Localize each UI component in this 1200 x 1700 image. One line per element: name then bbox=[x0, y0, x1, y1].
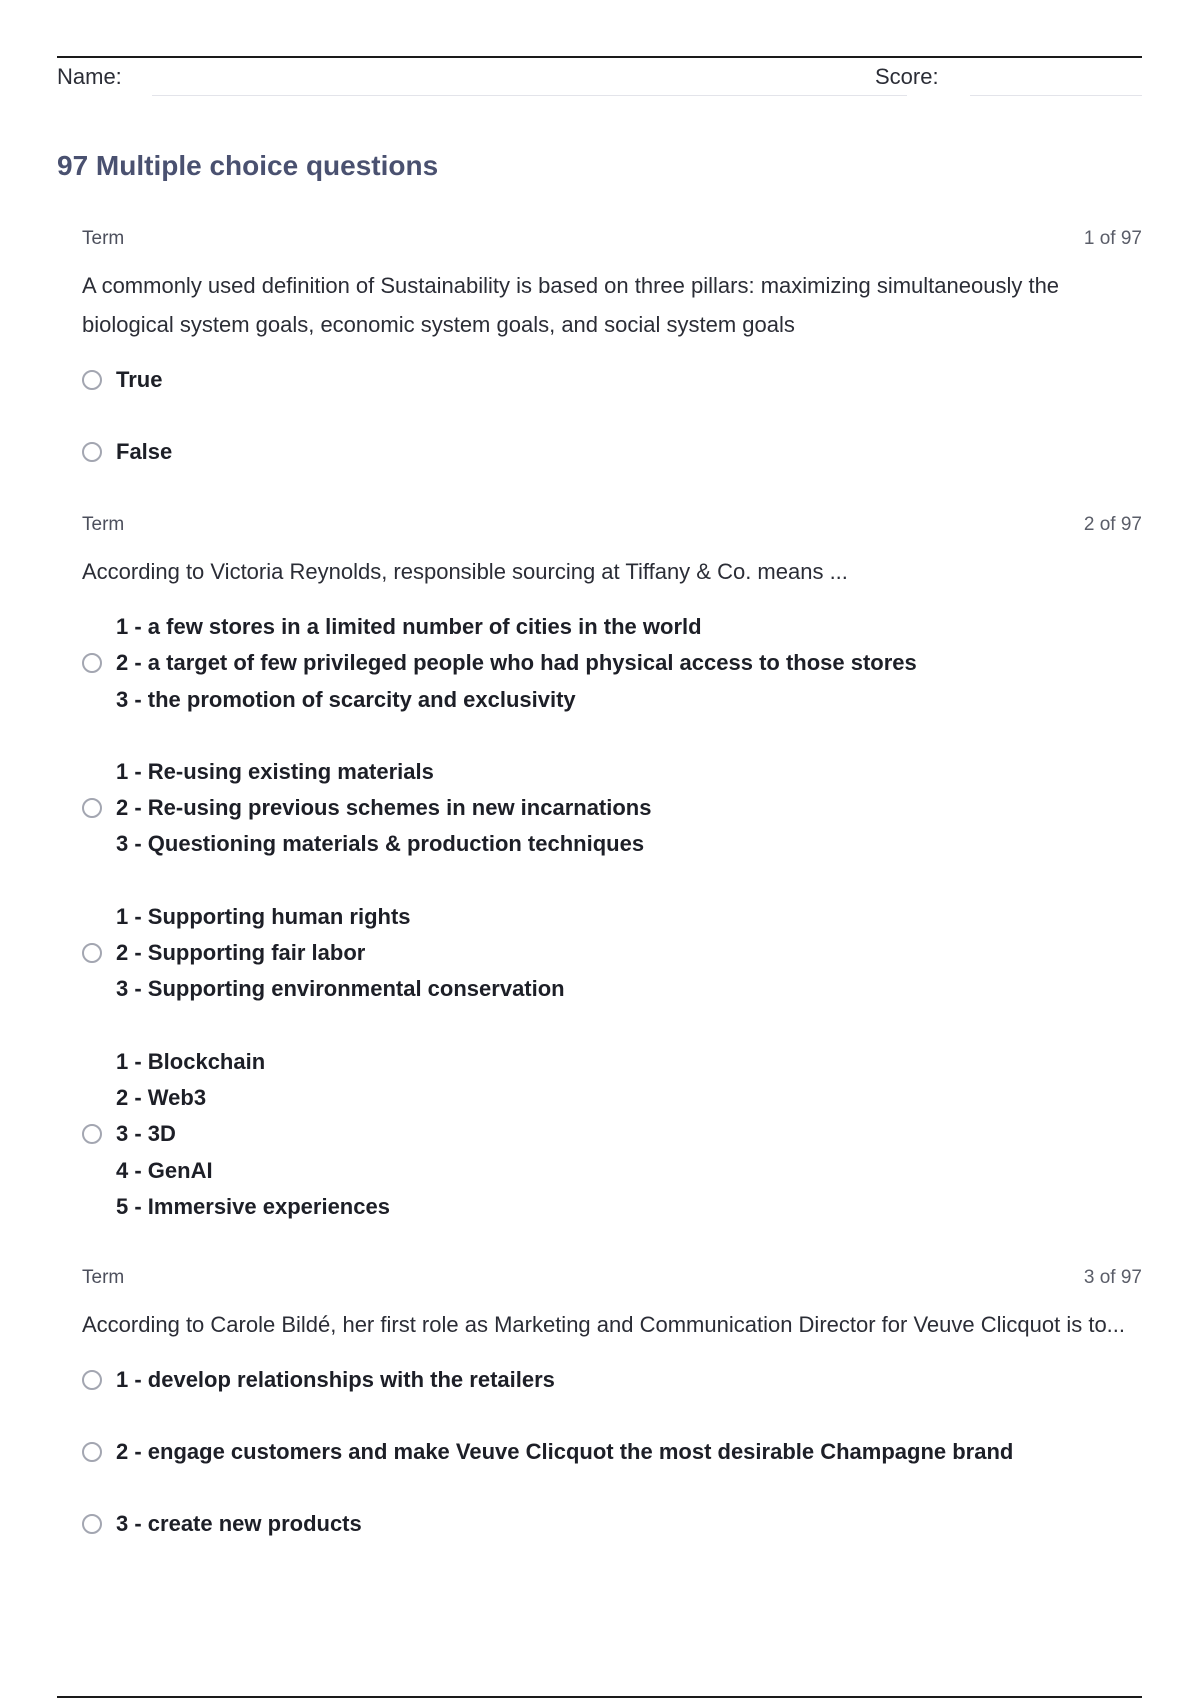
worksheet-header bbox=[57, 62, 1142, 96]
term-label: Term bbox=[82, 514, 125, 535]
question-meta bbox=[82, 514, 1142, 540]
name-field-line[interactable] bbox=[152, 95, 907, 96]
option-false[interactable] bbox=[82, 434, 1142, 470]
option-line: 1 - a few stores in a limited number of cities in the world bbox=[116, 614, 702, 639]
option-1[interactable] bbox=[82, 1362, 1142, 1398]
question-meta bbox=[82, 1267, 1142, 1293]
option-b[interactable] bbox=[82, 754, 1142, 863]
option-line: 2 - Supporting fair labor bbox=[116, 940, 366, 966]
radio-button[interactable] bbox=[82, 1124, 102, 1144]
option-label: 3 - create new products bbox=[116, 1511, 362, 1536]
section-title: 97 Multiple choice questions bbox=[57, 150, 439, 181]
radio-button[interactable] bbox=[82, 943, 102, 963]
option-label: False bbox=[116, 439, 173, 464]
option-3[interactable] bbox=[82, 1506, 1142, 1542]
option-label: 1 - develop relationships with the retailers bbox=[116, 1367, 555, 1392]
option-line: 1 - Re-using existing materials bbox=[116, 758, 434, 784]
option-line: 2 - Web3 bbox=[116, 1084, 207, 1110]
score-field-line[interactable] bbox=[970, 95, 1142, 96]
radio-button[interactable] bbox=[82, 1442, 102, 1462]
option-line: 5 - Immersive experiences bbox=[116, 1193, 390, 1219]
term-label: Term bbox=[82, 228, 125, 249]
option-label: 2 - engage customers and make Veuve Clicquot the most desirable Champagne brand bbox=[116, 1439, 1014, 1464]
radio-button[interactable] bbox=[82, 1370, 102, 1390]
option-line: 2 - a target of few privileged people who had physical access to those stores bbox=[116, 650, 917, 676]
question-1 bbox=[82, 228, 1142, 506]
question-counter: 2 of 97 bbox=[1083, 514, 1142, 535]
option-true[interactable] bbox=[82, 362, 1142, 398]
option-d[interactable] bbox=[82, 1044, 1142, 1225]
option-line: 1 - Blockchain bbox=[116, 1048, 266, 1074]
question-3 bbox=[82, 1267, 1142, 1578]
question-2 bbox=[82, 514, 1142, 1261]
option-line: 3 - 3D bbox=[116, 1121, 176, 1147]
option-a[interactable] bbox=[82, 609, 1142, 718]
answer-options bbox=[82, 609, 1142, 1225]
option-line: 3 - Supporting environmental conservation bbox=[116, 976, 565, 1002]
term-label: Term bbox=[82, 1267, 125, 1288]
option-line: 1 - Supporting human rights bbox=[116, 903, 411, 929]
option-line: 3 - the promotion of scarcity and exclusivity bbox=[116, 686, 576, 712]
radio-button[interactable] bbox=[82, 442, 102, 462]
option-label: True bbox=[116, 367, 163, 392]
radio-button[interactable] bbox=[82, 370, 102, 390]
radio-button[interactable] bbox=[82, 798, 102, 818]
name-label: Name: bbox=[57, 64, 122, 89]
score-label: Score: bbox=[875, 64, 939, 89]
option-line: 3 - Questioning materials & production techniques bbox=[116, 831, 645, 857]
option-line: 4 - GenAI bbox=[116, 1157, 213, 1183]
answer-options bbox=[82, 362, 1142, 470]
bottom-rule bbox=[57, 1696, 1142, 1698]
answer-options bbox=[82, 1362, 1142, 1542]
question-text: A commonly used definition of Sustainability is based on three pillars: maximizing simultaneously the biological system goals, economic system goals, and social system goals bbox=[82, 273, 1060, 337]
question-text: According to Victoria Reynolds, responsible sourcing at Tiffany & Co. means ... bbox=[82, 559, 848, 584]
question-counter: 1 of 97 bbox=[1083, 228, 1142, 249]
option-line: 2 - Re-using previous schemes in new incarnations bbox=[116, 795, 652, 821]
top-rule bbox=[57, 56, 1142, 58]
radio-button[interactable] bbox=[82, 1514, 102, 1534]
option-2[interactable] bbox=[82, 1434, 1142, 1470]
option-c[interactable] bbox=[82, 899, 1142, 1008]
radio-button[interactable] bbox=[82, 653, 102, 673]
question-text: According to Carole Bildé, her first role as Marketing and Communication Director for Veuve Clicquot is to... bbox=[82, 1312, 1126, 1337]
question-counter: 3 of 97 bbox=[1083, 1267, 1142, 1288]
question-meta bbox=[82, 228, 1142, 254]
